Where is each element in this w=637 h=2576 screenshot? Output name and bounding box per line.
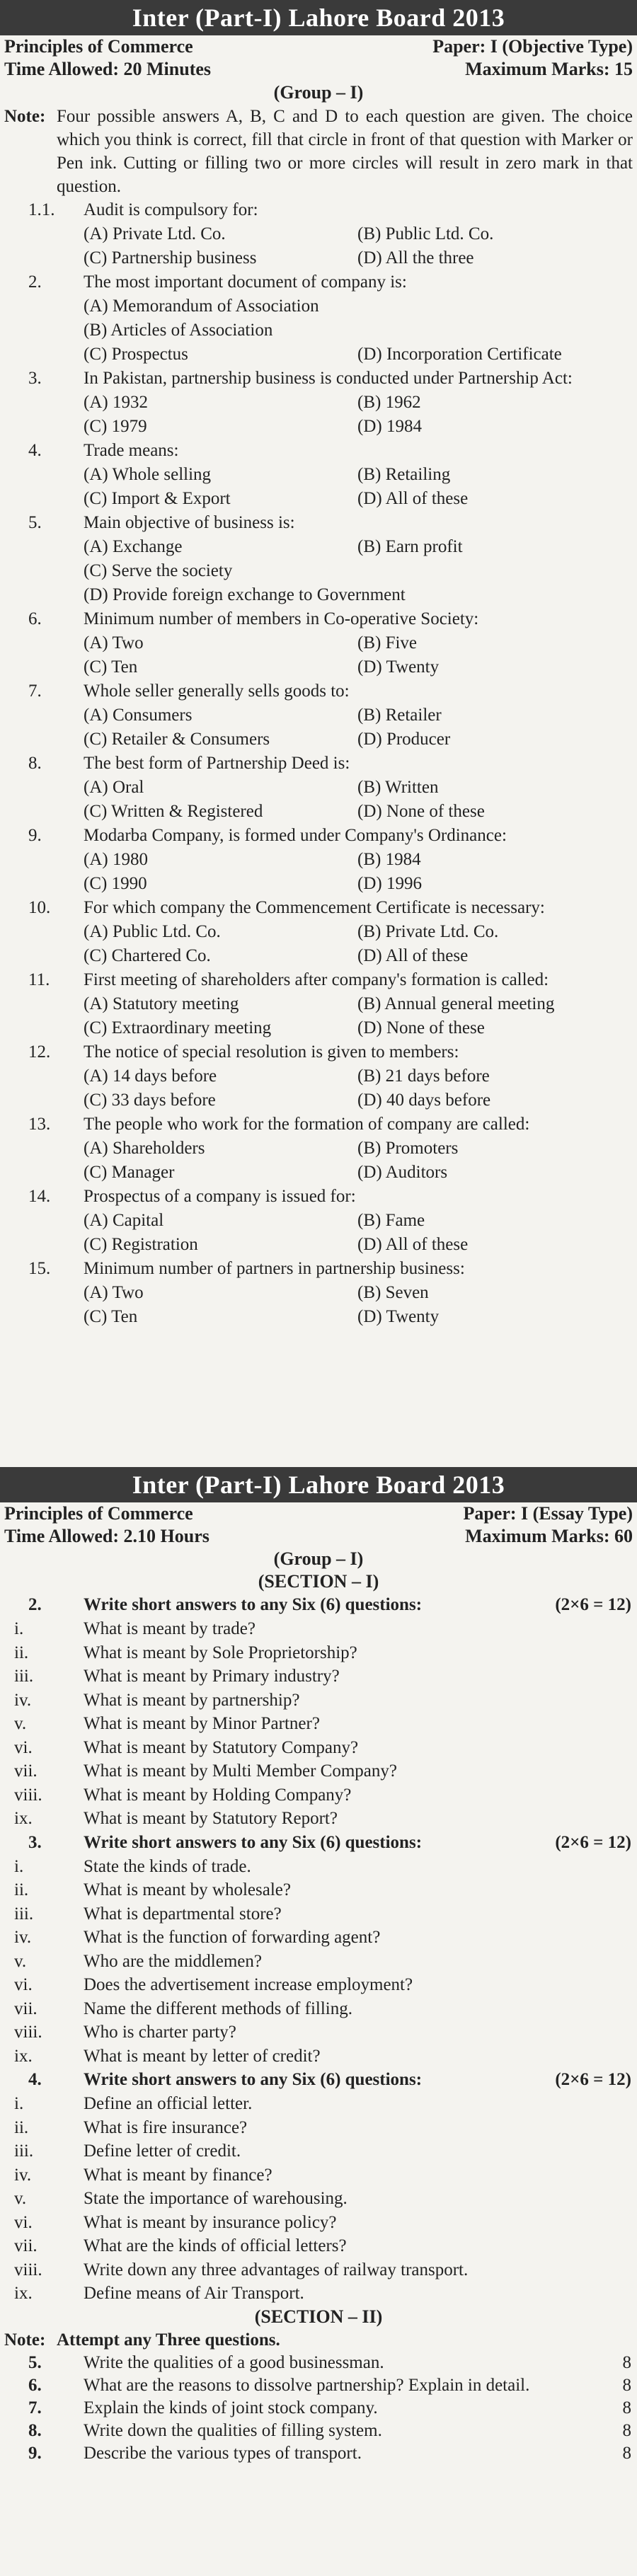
short-question-text: What is departmental store? [84, 1904, 282, 1924]
question-number: 9. [28, 826, 42, 845]
note-label: Note: [4, 107, 46, 126]
short-question-text: What is meant by Sole Proprietorship? [84, 1643, 357, 1662]
block-instruction: Write short answers to any Six (6) questions: [84, 2070, 423, 2089]
short-question [0, 2187, 637, 2211]
mcq-list [0, 198, 637, 1329]
question-body [84, 824, 631, 896]
option: (C) Ten [84, 1307, 138, 1326]
short-question [0, 1950, 637, 1974]
question-body [84, 1112, 631, 1185]
short-question-number: iv. [14, 1928, 32, 1947]
long-question-marks: 8 [622, 2443, 631, 2463]
short-question-blocks [0, 1593, 637, 2306]
option: (A) Memorandum of Association [84, 297, 319, 316]
question-body [84, 1185, 631, 1257]
question-stem: The most important document of company is: [84, 272, 407, 292]
short-question-number: viii. [14, 2023, 42, 2042]
question-stem: For which company the Commencement Certificate is necessary: [84, 898, 545, 917]
long-question-marks: 8 [622, 2398, 631, 2417]
long-question-text: What are the reasons to dissolve partnership? Explain in detail. [84, 2375, 530, 2395]
short-question [0, 1641, 637, 1665]
short-question-text: What is meant by wholesale? [84, 1880, 291, 1899]
short-question-number: iv. [14, 2165, 32, 2185]
mcq-question [0, 511, 637, 607]
long-question-number: 7. [28, 2398, 42, 2417]
objective-meta-row-1 [0, 35, 637, 58]
option: (C) Serve the society [84, 561, 233, 580]
mcq-question [0, 198, 637, 270]
short-question-number: v. [14, 1951, 27, 1971]
short-question-text: What is meant by Multi Member Company? [84, 1761, 397, 1781]
short-question-number: ix. [14, 2046, 33, 2066]
option: (D) Incorporation Certificate [357, 345, 562, 364]
option: (B) 1962 [357, 393, 421, 412]
short-question-text: Define means of Air Transport. [84, 2284, 304, 2303]
question-body [84, 679, 631, 752]
note-text: Attempt any Three questions. [57, 2330, 280, 2350]
group-heading: (Group – I) [273, 1548, 364, 1569]
short-question-number: v. [14, 1714, 27, 1733]
question-stem: Modarba Company, is formed under Company's Ordinance: [84, 826, 507, 845]
option-grid [84, 848, 631, 896]
option: (B) 21 days before [357, 1066, 490, 1086]
short-question [0, 2139, 637, 2163]
short-question-text: What is meant by Minor Partner? [84, 1714, 320, 1733]
question-stem: The people who work for the formation of company are called: [84, 1115, 530, 1134]
question-number: 5. [28, 513, 42, 532]
short-question [0, 1736, 637, 1760]
option-grid [84, 703, 631, 752]
option: (D) Twenty [357, 1307, 440, 1326]
question-body [84, 198, 631, 270]
short-question-text: State the kinds of trade. [84, 1856, 251, 1876]
short-question-number: iv. [14, 1690, 32, 1710]
mcq-question [0, 1257, 637, 1329]
short-question-number: iii. [14, 2141, 34, 2161]
short-question-number: ii. [14, 2117, 29, 2137]
question-body [84, 439, 631, 511]
option: (D) Producer [357, 730, 451, 749]
option: (B) Promoters [357, 1139, 459, 1158]
option: (B) Retailing [357, 465, 451, 484]
long-question [0, 2352, 637, 2374]
short-question [0, 2116, 637, 2140]
short-question-number: i. [14, 1619, 24, 1638]
short-question-number: vi. [14, 2212, 33, 2232]
long-question-list [0, 2352, 637, 2465]
short-question-number: iii. [14, 1667, 34, 1686]
option: (C) Prospectus [84, 345, 188, 364]
short-question-text: What is meant by Statutory Company? [84, 1737, 359, 1757]
mcq-question [0, 968, 637, 1040]
short-question [0, 2234, 637, 2258]
short-question [0, 2020, 637, 2045]
mcq-question [0, 752, 637, 824]
block-instruction: Write short answers to any Six (6) questions: [84, 1595, 423, 1614]
essay-meta-row-2 [0, 1525, 637, 1548]
short-question-text: What is meant by finance? [84, 2165, 272, 2185]
short-question-text: What is fire insurance? [84, 2117, 248, 2137]
short-question-number: v. [14, 2189, 27, 2208]
option-grid [84, 920, 631, 968]
question-stem: Minimum number of partners in partnership business: [84, 1259, 465, 1278]
short-question [0, 1973, 637, 1997]
option: (B) Seven [357, 1283, 429, 1302]
short-block-heading [0, 2068, 637, 2092]
question-body [84, 270, 631, 367]
block-marks: (2×6 = 12) [555, 1832, 631, 1852]
option: (A) 1932 [84, 393, 148, 412]
option: (B) Written [357, 778, 439, 797]
option-grid [84, 631, 631, 679]
question-number: 2. [28, 272, 42, 292]
long-question [0, 2374, 637, 2397]
subject-label: Principles of Commerce [4, 1503, 193, 1524]
option: (B) 1984 [357, 850, 421, 869]
question-stem: Whole seller generally sells goods to: [84, 682, 350, 701]
option-grid [84, 992, 631, 1040]
option: (C) 1990 [84, 874, 147, 893]
option: (C) Import & Export [84, 489, 231, 508]
option-list [84, 559, 631, 607]
option: (A) Statutory meeting [84, 994, 239, 1013]
option: (B) Annual general meeting [357, 994, 555, 1013]
option: (D) All of these [357, 946, 469, 965]
question-stem: The best form of Partnership Deed is: [84, 754, 350, 773]
question-stem: Trade means: [84, 441, 179, 460]
option: (C) 33 days before [84, 1091, 216, 1110]
question-body [84, 1040, 631, 1112]
short-question [0, 2258, 637, 2282]
mcq-question [0, 896, 637, 968]
note-label: Note: [4, 2330, 46, 2350]
short-question [0, 2282, 637, 2306]
short-question [0, 1878, 637, 1902]
block-number: 4. [28, 2070, 42, 2089]
long-question-number: 8. [28, 2420, 42, 2440]
question-number: 11. [28, 970, 50, 989]
short-block-heading [0, 1593, 637, 1617]
short-question-text: Name the different methods of filling. [84, 1999, 352, 2018]
option-grid [84, 1209, 631, 1257]
note-text: Four possible answers A, B, C and D to each question are given. The choice which you think is correct, fill that circle in front of that question with Marker or Pen ink. Cutting or filling two or more circles will result in zero mark in that question. [57, 107, 633, 196]
long-question-text: Write the qualities of a good businessman. [84, 2352, 384, 2372]
question-number: 10. [28, 898, 51, 917]
objective-meta-row-2 [0, 58, 637, 81]
instructions-note [0, 105, 637, 198]
short-question [0, 2045, 637, 2069]
question-body [84, 511, 631, 607]
short-question-number: vii. [14, 2236, 38, 2255]
long-question-text: Describe the various types of transport. [84, 2443, 362, 2463]
option-grid [84, 1137, 631, 1185]
question-stem: Prospectus of a company is issued for: [84, 1187, 356, 1206]
short-question-text: Does the advertisement increase employment? [84, 1975, 413, 1994]
short-question-number: ix. [14, 1809, 33, 1828]
section-2-heading: (SECTION – II) [254, 2306, 383, 2327]
short-question [0, 1783, 637, 1807]
question-number: 1.1. [28, 200, 55, 219]
option-grid [84, 343, 631, 367]
short-question-number: vi. [14, 1737, 33, 1757]
option-grid [84, 776, 631, 824]
option: (D) 40 days before [357, 1091, 491, 1110]
question-number: 6. [28, 609, 42, 628]
short-question-number: vi. [14, 1975, 33, 1994]
short-question-number: iii. [14, 1904, 34, 1924]
short-question-text: What is meant by letter of credit? [84, 2046, 321, 2066]
mcq-question [0, 270, 637, 367]
short-question-number: ii. [14, 1643, 29, 1662]
short-question-text: What is meant by trade? [84, 1619, 256, 1638]
option: (D) All of these [357, 1235, 469, 1254]
option: (A) 1980 [84, 850, 148, 869]
option-grid [84, 535, 631, 559]
mcq-question [0, 1185, 637, 1257]
option: (C) 1979 [84, 417, 147, 436]
option-grid [84, 391, 631, 439]
option-grid [84, 1281, 631, 1329]
short-question-number: viii. [14, 2260, 42, 2279]
long-question-marks: 8 [622, 2375, 631, 2395]
short-question-text: State the importance of warehousing. [84, 2189, 348, 2208]
objective-banner: Inter (Part-I) Lahore Board 2013 [0, 0, 637, 35]
essay-paper [0, 1454, 637, 2576]
essay-banner: Inter (Part-I) Lahore Board 2013 [0, 1467, 637, 1502]
short-question-number: vii. [14, 1999, 38, 2018]
option-grid [84, 222, 631, 270]
question-number: 15. [28, 1259, 51, 1278]
section-2-note [0, 2328, 637, 2352]
short-question-text: What is meant by insurance policy? [84, 2212, 337, 2232]
option: (D) None of these [357, 802, 485, 821]
short-question-number: ii. [14, 1880, 29, 1899]
question-stem: Minimum number of members in Co-operative Society: [84, 609, 479, 628]
mcq-question [0, 367, 637, 439]
short-question-text: What is meant by Primary industry? [84, 1667, 340, 1686]
short-block-heading [0, 1831, 637, 1855]
option: (A) Exchange [84, 537, 183, 556]
question-body [84, 367, 631, 439]
short-question [0, 1997, 637, 2021]
section-1-heading: (SECTION – I) [258, 1571, 379, 1592]
short-question [0, 1759, 637, 1783]
short-question [0, 1902, 637, 1926]
option: (D) Auditors [357, 1163, 448, 1182]
paper-label: Paper: I (Essay Type) [463, 1503, 633, 1524]
mcq-question [0, 607, 637, 679]
short-question [0, 2092, 637, 2116]
marks-label: Maximum Marks: 15 [465, 59, 633, 79]
option: (B) Retailer [357, 706, 442, 725]
option: (A) Shareholders [84, 1139, 205, 1158]
option: (B) Fame [357, 1211, 425, 1230]
option: (B) Public Ltd. Co. [357, 224, 494, 243]
option: (D) All of these [357, 489, 469, 508]
option: (D) Twenty [357, 657, 440, 677]
question-number: 8. [28, 754, 42, 773]
option: (C) Registration [84, 1235, 198, 1254]
option: (A) Two [84, 633, 144, 652]
short-question-number: ix. [14, 2284, 33, 2303]
option: (C) Extraordinary meeting [84, 1018, 272, 1037]
mcq-question [0, 1040, 637, 1112]
option: (A) Consumers [84, 706, 193, 725]
short-question [0, 1664, 637, 1689]
option: (D) 1984 [357, 417, 422, 436]
block-marks: (2×6 = 12) [555, 2070, 631, 2089]
option: (A) 14 days before [84, 1066, 217, 1086]
long-question-text: Write down the qualities of filling system. [84, 2420, 382, 2440]
time-label: Time Allowed: 2.10 Hours [4, 1526, 210, 1546]
short-question [0, 1807, 637, 1831]
question-number: 14. [28, 1187, 51, 1206]
option: (A) Private Ltd. Co. [84, 224, 226, 243]
short-question [0, 1617, 637, 1641]
mcq-question [0, 439, 637, 511]
question-body [84, 607, 631, 679]
block-number: 3. [28, 1832, 42, 1852]
option: (C) Manager [84, 1163, 175, 1182]
short-question-text: Define letter of credit. [84, 2141, 241, 2161]
group-heading: (Group – I) [273, 82, 364, 103]
question-number: 7. [28, 682, 42, 701]
option: (C) Written & Registered [84, 802, 263, 821]
long-question-number: 6. [28, 2375, 42, 2395]
question-number: 13. [28, 1115, 51, 1134]
question-number: 3. [28, 369, 42, 388]
question-stem: The notice of special resolution is given to members: [84, 1042, 459, 1062]
option: (C) Partnership business [84, 248, 257, 268]
long-question-marks: 8 [622, 2352, 631, 2372]
paper-label: Paper: I (Objective Type) [432, 36, 633, 57]
short-question-text: What is meant by partnership? [84, 1690, 300, 1710]
option: (A) Capital [84, 1211, 164, 1230]
question-stem: Main objective of business is: [84, 513, 295, 532]
question-number: 4. [28, 441, 42, 460]
option: (C) Ten [84, 657, 138, 677]
long-question [0, 2442, 637, 2465]
short-question-text: Write down any three advantages of railway transport. [84, 2260, 469, 2279]
option: (A) Two [84, 1283, 144, 1302]
subject-label: Principles of Commerce [4, 36, 193, 57]
option: (C) Chartered Co. [84, 946, 211, 965]
block-marks: (2×6 = 12) [555, 1595, 631, 1614]
question-stem: In Pakistan, partnership business is conducted under Partnership Act: [84, 369, 573, 388]
time-label: Time Allowed: 20 Minutes [4, 59, 212, 79]
long-question-text: Explain the kinds of joint stock company. [84, 2398, 378, 2417]
essay-meta-row-1 [0, 1502, 637, 1525]
option: (A) Whole selling [84, 465, 212, 484]
question-stem: First meeting of shareholders after company's formation is called: [84, 970, 549, 989]
short-question [0, 2211, 637, 2235]
mcq-question [0, 1112, 637, 1185]
block-number: 2. [28, 1595, 42, 1614]
short-question-text: What are the kinds of official letters? [84, 2236, 347, 2255]
mcq-question [0, 679, 637, 752]
short-question-text: What is meant by Holding Company? [84, 1785, 352, 1805]
option: (B) Five [357, 633, 418, 652]
question-body [84, 1257, 631, 1329]
option-grid [84, 463, 631, 511]
short-question-text: What is meant by Statutory Report? [84, 1809, 338, 1828]
option: (D) All the three [357, 248, 474, 268]
long-question-number: 5. [28, 2352, 42, 2372]
long-question [0, 2420, 637, 2442]
short-question [0, 1855, 637, 1879]
short-question [0, 1712, 637, 1736]
long-question-number: 9. [28, 2443, 42, 2463]
question-body [84, 896, 631, 968]
question-number: 12. [28, 1042, 51, 1062]
option: (D) None of these [357, 1018, 485, 1037]
option: (B) Earn profit [357, 537, 463, 556]
option: (A) Oral [84, 778, 144, 797]
question-stem: Audit is compulsory for: [84, 200, 258, 219]
short-question-text: Define an official letter. [84, 2094, 253, 2113]
short-question [0, 1926, 637, 1950]
marks-label: Maximum Marks: 60 [465, 1526, 633, 1546]
short-question-number: vii. [14, 1761, 38, 1781]
short-question-number: i. [14, 1856, 24, 1876]
short-question-number: i. [14, 2094, 24, 2113]
long-question-marks: 8 [622, 2420, 631, 2440]
mcq-question [0, 824, 637, 896]
option: (D) 1996 [357, 874, 422, 893]
short-question [0, 2163, 637, 2187]
block-instruction: Write short answers to any Six (6) questions: [84, 1832, 423, 1852]
option: (D) Provide foreign exchange to Government [84, 585, 406, 604]
short-question-number: viii. [14, 1785, 42, 1805]
long-question [0, 2397, 637, 2420]
short-question-text: Who is charter party? [84, 2023, 236, 2042]
short-question-text: Who are the middlemen? [84, 1951, 262, 1971]
short-question [0, 1689, 637, 1713]
short-question-text: What is the function of forwarding agent? [84, 1928, 381, 1947]
option-list [84, 294, 631, 343]
option: (B) Private Ltd. Co. [357, 922, 499, 941]
option: (B) Articles of Association [84, 321, 273, 340]
question-body [84, 752, 631, 824]
question-body [84, 968, 631, 1040]
option: (A) Public Ltd. Co. [84, 922, 221, 941]
option: (C) Retailer & Consumers [84, 730, 270, 749]
option-grid [84, 1064, 631, 1112]
